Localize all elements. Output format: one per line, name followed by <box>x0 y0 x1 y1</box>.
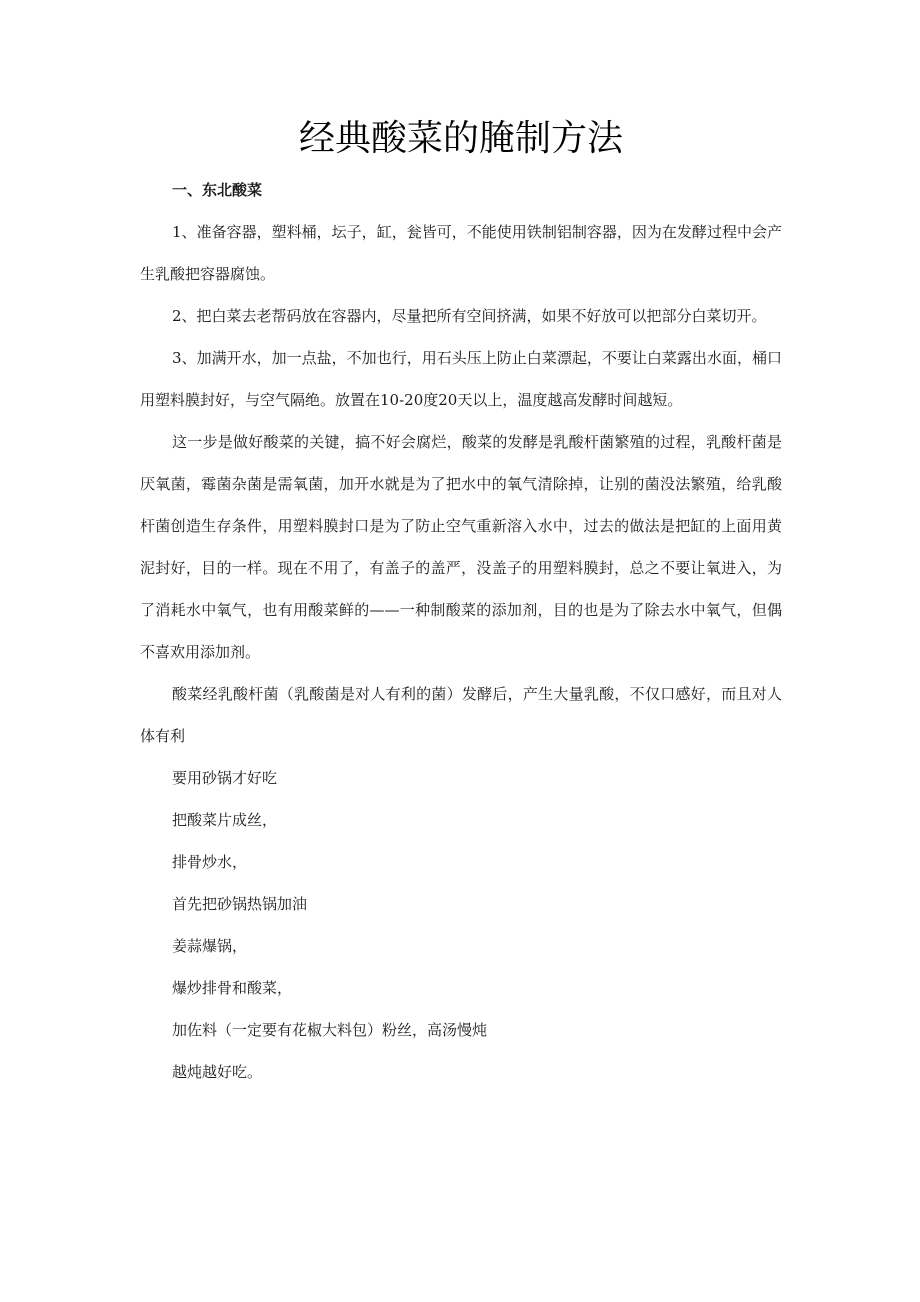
paragraph-step-2: 2、把白菜去老帮码放在容器内，尽量把所有空间挤满，如果不好放可以把部分白菜切开。 <box>172 307 767 325</box>
cooking-step: 姜蒜爆锅， <box>172 937 248 955</box>
cooking-step: 越炖越好吃。 <box>172 1063 263 1081</box>
document-title: 经典酸菜的腌制方法 <box>298 118 623 159</box>
paragraph-step-1: 1、准备容器，塑料桶，坛子，缸，瓮皆可，不能使用铁制铝制容器，因为在发酵过程中会产生乳酸把容器腐蚀。 <box>140 223 782 283</box>
paragraph-explanation: 这一步是做好酸菜的关键，搞不好会腐烂，酸菜的发酵是乳酸杆菌繁殖的过程，乳酸杆菌是厌氧菌，霉菌杂菌是需氧菌，加开水就是为了把水中的氧气清除掉，让别的菌没法繁殖，给乳酸杆菌创造生存条件，用塑料膜封口是为了防止空气重新溶入水中，过去的做法是把缸的上面用黄泥封好，目的一样。现在不用了，有盖子的盖严，没盖子的用塑料膜封，总之不要让氧进入，为了消耗水中氧气，也有用酸菜鲜的——一种制酸菜的添加剂，目的也是为了除去水中氧气，但偶不喜欢用添加剂。 <box>140 433 782 661</box>
cooking-step: 首先把砂锅热锅加油 <box>172 895 308 913</box>
cooking-step: 把酸菜片成丝， <box>172 811 278 829</box>
paragraph-step-3: 3、加满开水，加一点盐，不加也行，用石头压上防止白菜漂起，不要让白菜露出水面，桶口用塑料膜封好，与空气隔绝。放置在10-20度20天以上，温度越高发酵时间越短。 <box>140 349 782 409</box>
cooking-step: 爆炒排骨和酸菜， <box>172 979 293 997</box>
paragraph-benefit: 酸菜经乳酸杆菌（乳酸菌是对人有利的菌）发酵后，产生大量乳酸，不仅口感好，而且对人体有利 <box>140 685 782 745</box>
cooking-step: 要用砂锅才好吃 <box>172 769 278 787</box>
cooking-step: 排骨炒水， <box>172 853 248 871</box>
cooking-step: 加佐料（一定要有花椒大料包）粉丝，高汤慢炖 <box>172 1021 488 1039</box>
document-body <box>140 112 782 1093</box>
cooking-steps-list <box>140 757 782 1093</box>
section-heading: 一、东北酸菜 <box>172 181 263 199</box>
